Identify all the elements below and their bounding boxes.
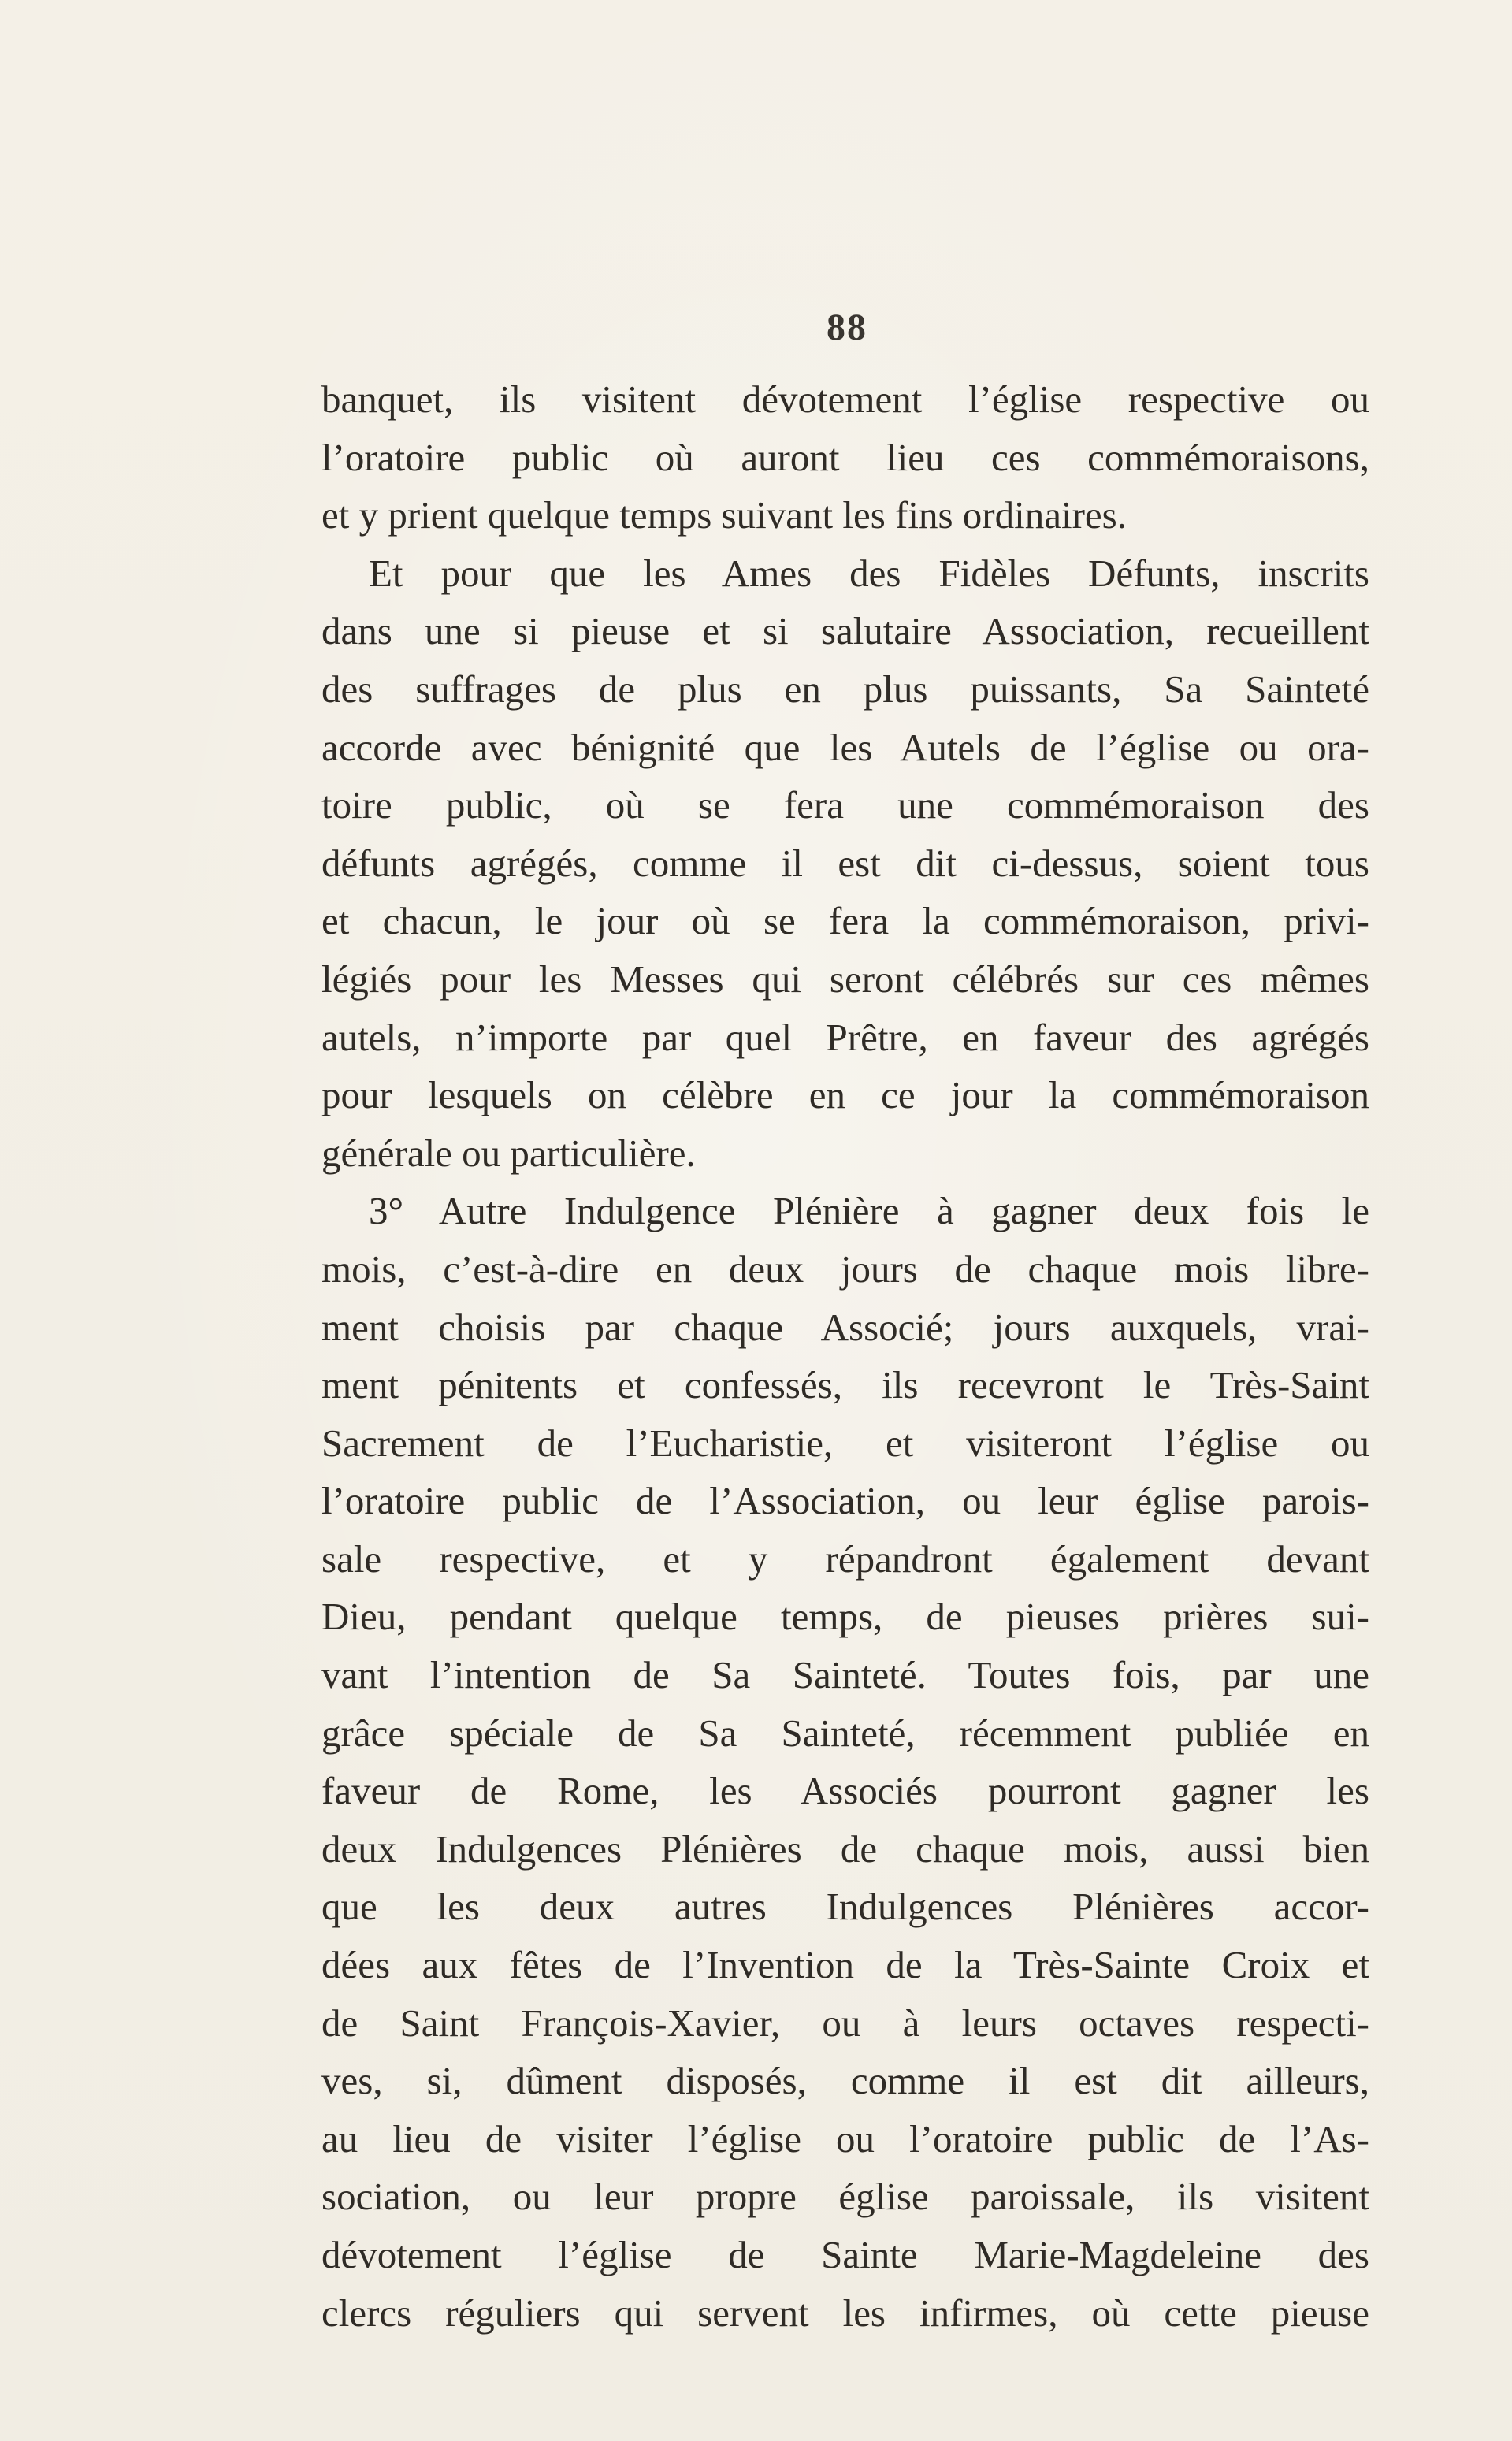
text-line: pour lesquels on célèbre en ce jour la commémoraison (321, 1073, 1369, 1117)
text-line: et y prient quelque temps suivant les fins ordinaires. (321, 493, 1127, 537)
text-line: dans une si pieuse et si salutaire Association, recueillent (321, 609, 1369, 653)
text-line: défunts agrégés, comme il est dit ci-dessus, soient tous (321, 841, 1369, 885)
text-line: accorde avec bénignité que les Autels de l’église ou ora- (321, 725, 1369, 769)
text-line: que les deux autres Indulgences Plénières accor- (321, 1885, 1369, 1929)
text-line: Sacrement de l’Eucharistie, et visiteront l’église ou (321, 1421, 1369, 1465)
text-line: ves, si, dûment disposés, comme il est dit ailleurs, (321, 2059, 1369, 2103)
text-line: dévotement l’église de Sainte Marie-Magdeleine des (321, 2233, 1369, 2276)
text-line: au lieu de visiter l’église ou l’oratoire public de l’As- (321, 2116, 1369, 2160)
text-line: dées aux fêtes de l’Invention de la Très-Sainte Croix et (321, 1943, 1369, 1987)
text-line: faveur de Rome, les Associés pourront gagner les (321, 1769, 1369, 1813)
text-line: sale respective, et y répandront également devant (321, 1536, 1369, 1581)
text-line: vant l’intention de Sa Sainteté. Toutes fois, par une (321, 1653, 1369, 1697)
text-line: légiés pour les Messes qui seront célébrés sur ces mêmes (321, 957, 1369, 1001)
text-line: de Saint François-Xavier, ou à leurs octaves respecti- (321, 2001, 1369, 2045)
text-line: 3° Autre Indulgence Plénière à gagner deux fois le (369, 1189, 1369, 1233)
text-line: l’oratoire public de l’Association, ou leur église parois- (321, 1479, 1369, 1523)
text-line: générale ou particulière. (321, 1131, 696, 1175)
text-line: Et pour que les Ames des Fidèles Défunts, inscrits (369, 551, 1369, 595)
text-line: Dieu, pendant quelque temps, de pieuses prières sui- (321, 1595, 1369, 1639)
text-line: et chacun, le jour où se fera la commémoraison, privi- (321, 899, 1369, 943)
text-line: sociation, ou leur propre église paroissale, ils visitent (321, 2175, 1369, 2219)
text-line: ment choisis par chaque Associé; jours auxquels, vrai- (321, 1305, 1369, 1349)
text-line: autels, n’importe par quel Prêtre, en faveur des agrégés (321, 1015, 1369, 1059)
body-text (321, 370, 1369, 2342)
page-number: 88 (827, 307, 867, 348)
text-line: toire public, où se fera une commémoraison des (321, 783, 1369, 827)
text-line: clercs réguliers qui servent les infirmes, où cette pieuse (321, 2291, 1369, 2335)
text-line: l’oratoire public où auront lieu ces commémoraisons, (321, 435, 1369, 479)
text-line: grâce spéciale de Sa Sainteté, récemment publiée en (321, 1711, 1369, 1755)
text-line: des suffrages de plus en plus puissants, Sa Sainteté (321, 667, 1369, 711)
text-line: ment pénitents et confessés, ils recevront le Très-Saint (321, 1363, 1369, 1407)
text-line: deux Indulgences Plénières de chaque mois, aussi bien (321, 1826, 1369, 1871)
text-line: banquet, ils visitent dévotement l’église respective ou (321, 377, 1369, 421)
text-line: mois, c’est-à-dire en deux jours de chaque mois libre- (321, 1247, 1369, 1291)
